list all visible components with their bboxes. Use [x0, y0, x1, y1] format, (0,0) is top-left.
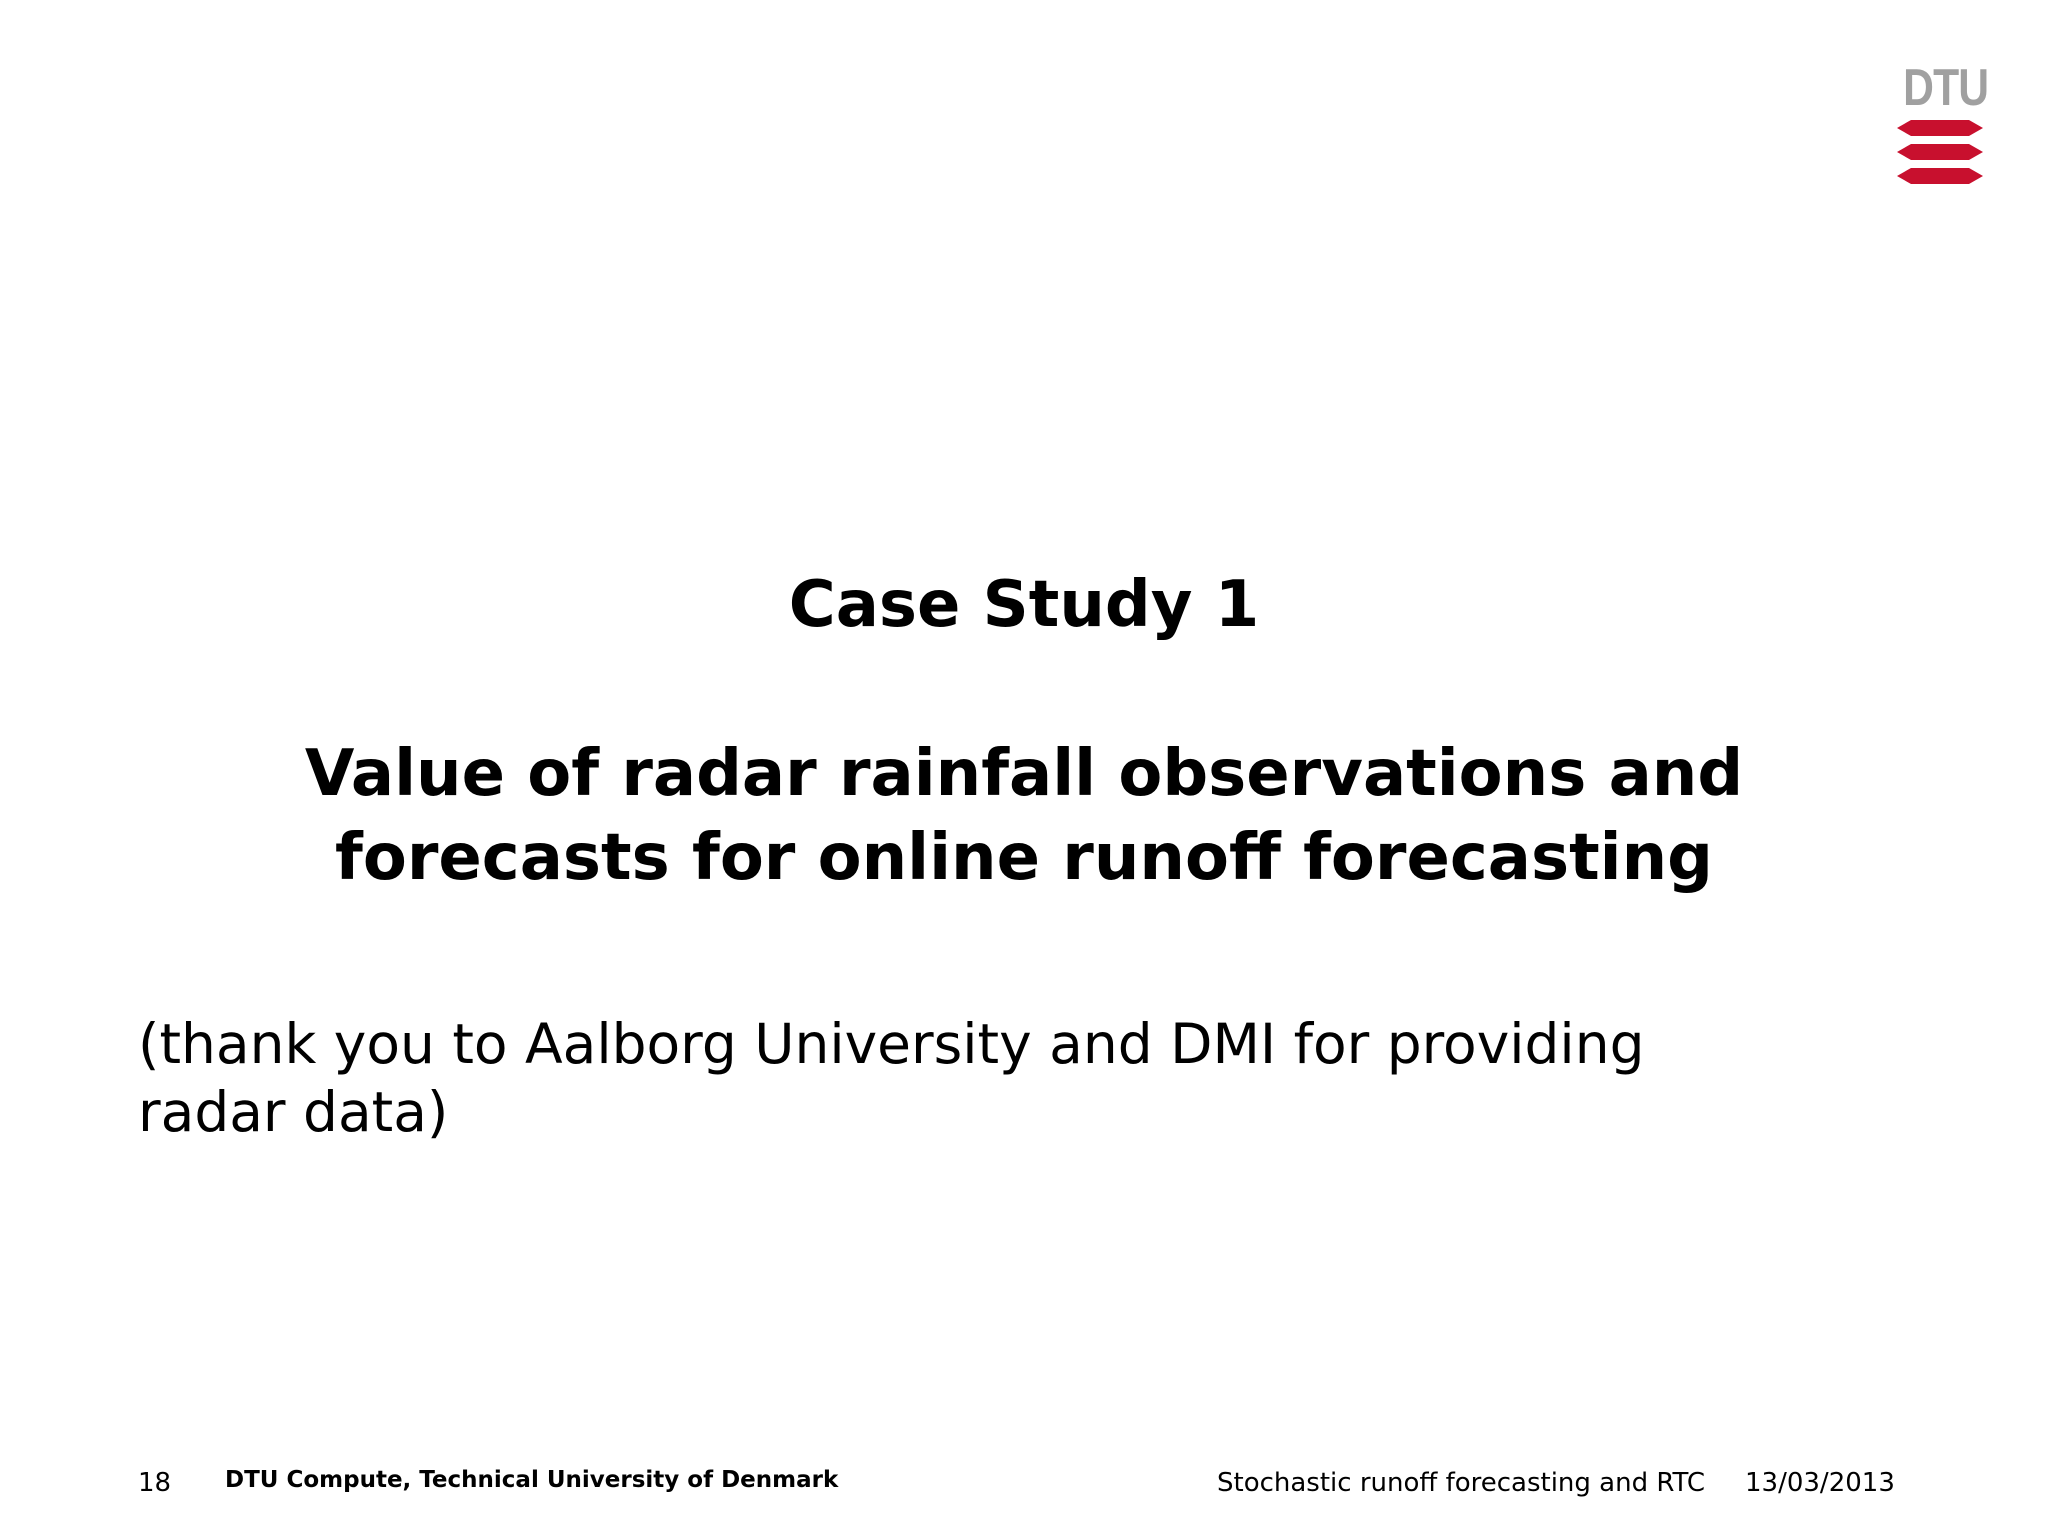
- dtu-wave-mark-icon: [1897, 118, 1983, 186]
- page-number: 18: [138, 1468, 172, 1498]
- acknowledgement-note: [138, 1010, 1838, 1146]
- subtitle-line-2: forecasts for online runoff forecasting: [335, 821, 1713, 895]
- slide-subtitle: [150, 732, 1898, 900]
- slide-title: Case Study 1: [788, 568, 1260, 642]
- footer-date: 13/03/2013: [1745, 1468, 1895, 1498]
- footer-organization: DTU Compute, Technical University of Denmark: [225, 1467, 839, 1493]
- subtitle-line-1: Value of radar rainfall observations and: [304, 737, 1744, 811]
- dtu-logo: [1895, 59, 1989, 190]
- note-line-1: (thank you to Aalborg University and DMI for providing: [138, 1012, 1645, 1076]
- dtu-logo-text: DTU: [1903, 59, 1989, 117]
- footer-topic: Stochastic runoff forecasting and RTC: [1217, 1468, 1706, 1498]
- note-line-2: radar data): [138, 1080, 449, 1144]
